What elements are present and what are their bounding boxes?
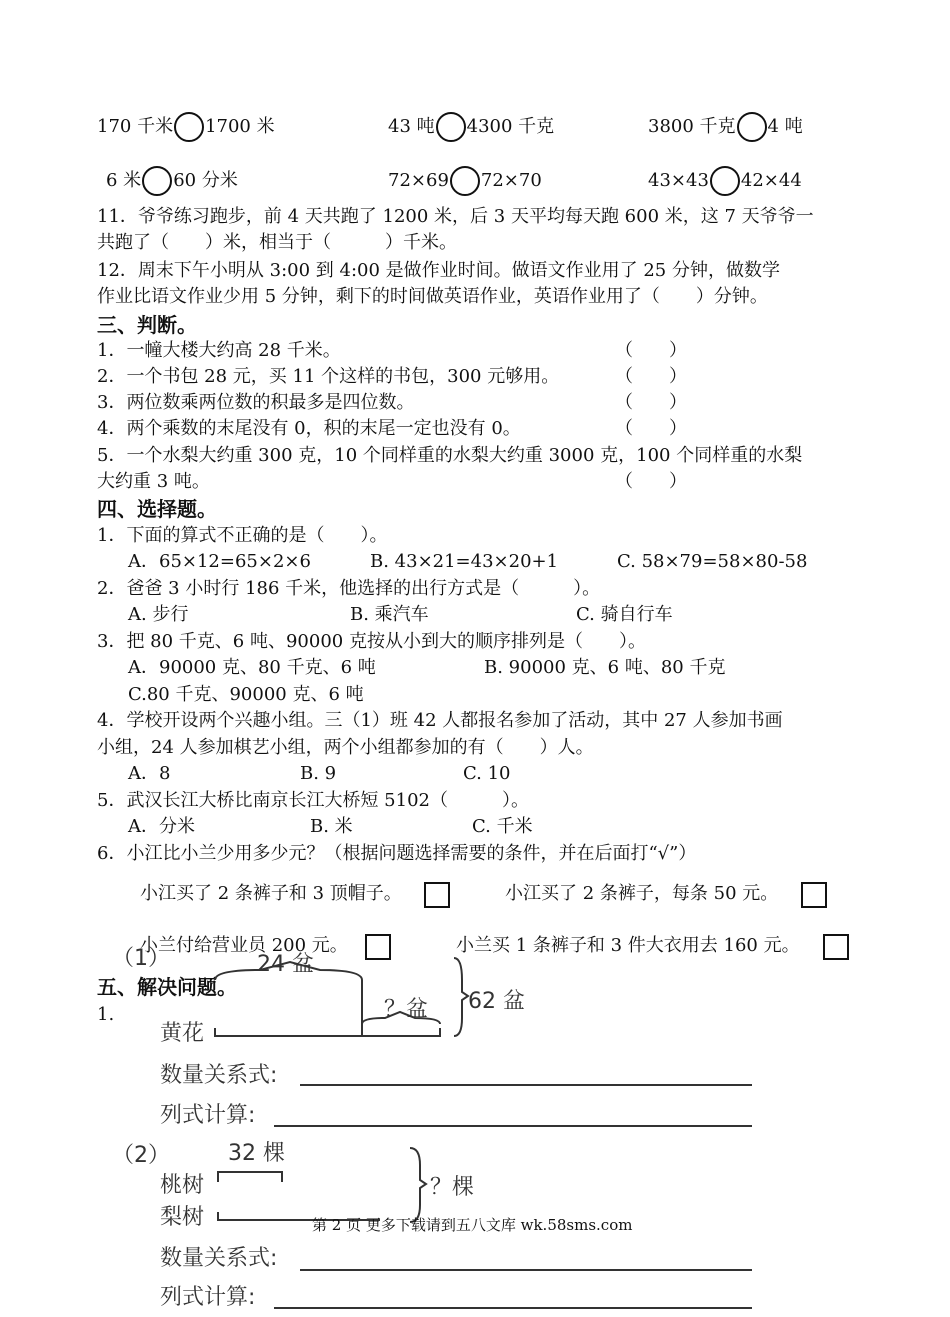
calc-label: 列式计算: — [160, 1103, 256, 1128]
choice-option[interactable]: B. 43×21=43×20+1 — [370, 551, 559, 572]
compare-item: 72×69 72×70 — [388, 166, 542, 196]
judge-answer-paren[interactable]: （ ） — [615, 366, 687, 387]
judge-item: 3．两位数乘两位数的积最多是四位数。 — [97, 392, 415, 413]
judge-item: 2．一个书包 28 元，买 11 个这样的书包，300 元够用。 — [97, 366, 560, 387]
compare-item: 3800 千克 4 吨 — [648, 112, 803, 142]
condition-text: 小江买了 2 条裤子，每条 50 元。 — [505, 883, 779, 904]
diagram-label: 62 盆 — [468, 989, 525, 1014]
judge-item: 5．一个水梨大约重 300 克，10 个同样重的水梨大约重 3000 克，100 个同样重的水梨 — [97, 445, 803, 466]
choice-question: 1．下面的算式不正确的是（ ）。 — [97, 525, 388, 546]
judge-answer-paren[interactable]: （ ） — [615, 392, 687, 413]
yellow-flower-bar — [215, 1028, 440, 1036]
choice-option[interactable]: B. 乘汽车 — [350, 604, 429, 625]
choice-option[interactable]: C. 10 — [463, 763, 511, 784]
diagram-label: 32 棵 — [228, 1141, 285, 1166]
choice-option[interactable]: C. 58×79=58×80-58 — [617, 551, 808, 572]
diagram-row-label: 桃树 — [160, 1173, 205, 1198]
section-heading: 五、解决问题。 — [97, 975, 237, 999]
relation-label: 数量关系式: — [160, 1063, 278, 1088]
page-footer: 第 2 页 更多下载请到五八文库 wk.58sms.com — [312, 1216, 633, 1234]
diagram-label: 24 盆 — [257, 952, 314, 977]
judge-item: 1．一幢大楼大约高 28 千米。 — [97, 340, 341, 361]
choice-option[interactable]: B. 米 — [310, 816, 353, 837]
problem-tag: （2） — [112, 1143, 170, 1168]
diagram-label: ？棵 — [430, 1175, 475, 1200]
choice-option[interactable]: A．90000 克、80 千克、6 吨 — [128, 657, 376, 678]
choice-question: 4．学校开设两个兴趣小组。三（1）班 42 人都报名参加了活动，其中 27 人参加书画 — [97, 710, 783, 731]
choice-option[interactable]: A．8 — [128, 763, 171, 784]
peach-tree-bar — [218, 1172, 282, 1182]
question-text: 共跑了（ ）米，相当于（ ）千米。 — [97, 232, 457, 253]
judge-item: 大约重 3 吨。 — [97, 471, 210, 492]
choice-option[interactable]: C. 骑自行车 — [576, 604, 673, 625]
judge-item: 4．两个乘数的末尾没有 0，积的末尾一定也没有 0。 — [97, 418, 521, 439]
compare-item: 6 米 60 分米 — [106, 166, 238, 196]
problem-tag: （1） — [112, 946, 170, 971]
total-brace — [454, 958, 468, 1036]
compare-item: 170 千米 1700 米 — [97, 112, 275, 142]
choice-option[interactable]: A．65×12=65×2×6 — [128, 551, 311, 572]
choice-option[interactable]: C.80 千克、90000 克、6 吨 — [128, 684, 364, 705]
compare-item: 43×43 42×44 — [648, 166, 802, 196]
compare-item: 43 吨 4300 千克 — [388, 112, 554, 142]
choice-option[interactable]: A. 步行 — [128, 604, 189, 625]
section-heading: 四、选择题。 — [97, 497, 217, 521]
choice-question: 3．把 80 千克、6 吨、90000 克按从小到大的顺序排列是（ ）。 — [97, 631, 646, 652]
question-text: 作业比语文作业少用 5 分钟，剩下的时间做英语作业，英语作业用了（ ）分钟。 — [97, 286, 768, 307]
calc-label: 列式计算: — [160, 1285, 256, 1310]
condition-text: 小兰付给营业员 200 元。 — [140, 935, 348, 956]
question-text: 11．爷爷练习跑步，前 4 天共跑了 1200 米，后 3 天平均每天跑 600 米，这 7 天爷爷一 — [97, 206, 814, 227]
choice-question: 6．小江比小兰少用多少元？（根据问题选择需要的条件，并在后面打“√”） — [97, 843, 697, 864]
question-brace — [362, 1012, 440, 1024]
diagram-row-label: 梨树 — [160, 1205, 205, 1230]
choice-option[interactable]: B. 9 — [300, 763, 337, 784]
condition-text: 小兰买 1 条裤子和 3 件大衣用去 160 元。 — [456, 935, 800, 956]
diagram-label: ？盆 — [384, 997, 429, 1022]
judge-answer-paren[interactable]: （ ） — [615, 418, 687, 439]
choice-question: 2．爸爸 3 小时行 186 千米，他选择的出行方式是（ ）。 — [97, 578, 601, 599]
problem-number: 1. — [97, 1004, 115, 1025]
choice-option[interactable]: B. 90000 克、6 吨、80 千克 — [484, 657, 726, 678]
top-brace — [215, 962, 362, 980]
diagram-row-label: 黄花 — [160, 1021, 205, 1046]
choice-option[interactable]: A．分米 — [128, 816, 195, 837]
relation-label: 数量关系式: — [160, 1246, 278, 1271]
choice-option[interactable]: C. 千米 — [472, 816, 533, 837]
choice-question: 5．武汉长江大桥比南京长江大桥短 5102（ ）。 — [97, 790, 529, 811]
condition-text: 小江买了 2 条裤子和 3 顶帽子。 — [140, 883, 402, 904]
judge-answer-paren[interactable]: （ ） — [615, 340, 687, 361]
total-brace — [410, 1148, 426, 1222]
question-text: 12．周末下午小明从 3:00 到 4:00 是做作业时间。做语文作业用了 25 分钟，做数学 — [97, 260, 780, 281]
judge-answer-paren[interactable]: （ ） — [615, 471, 687, 492]
choice-question: 小组，24 人参加棋艺小组，两个小组都参加的有（ ）人。 — [97, 737, 594, 758]
section-heading: 三、判断。 — [97, 313, 197, 337]
